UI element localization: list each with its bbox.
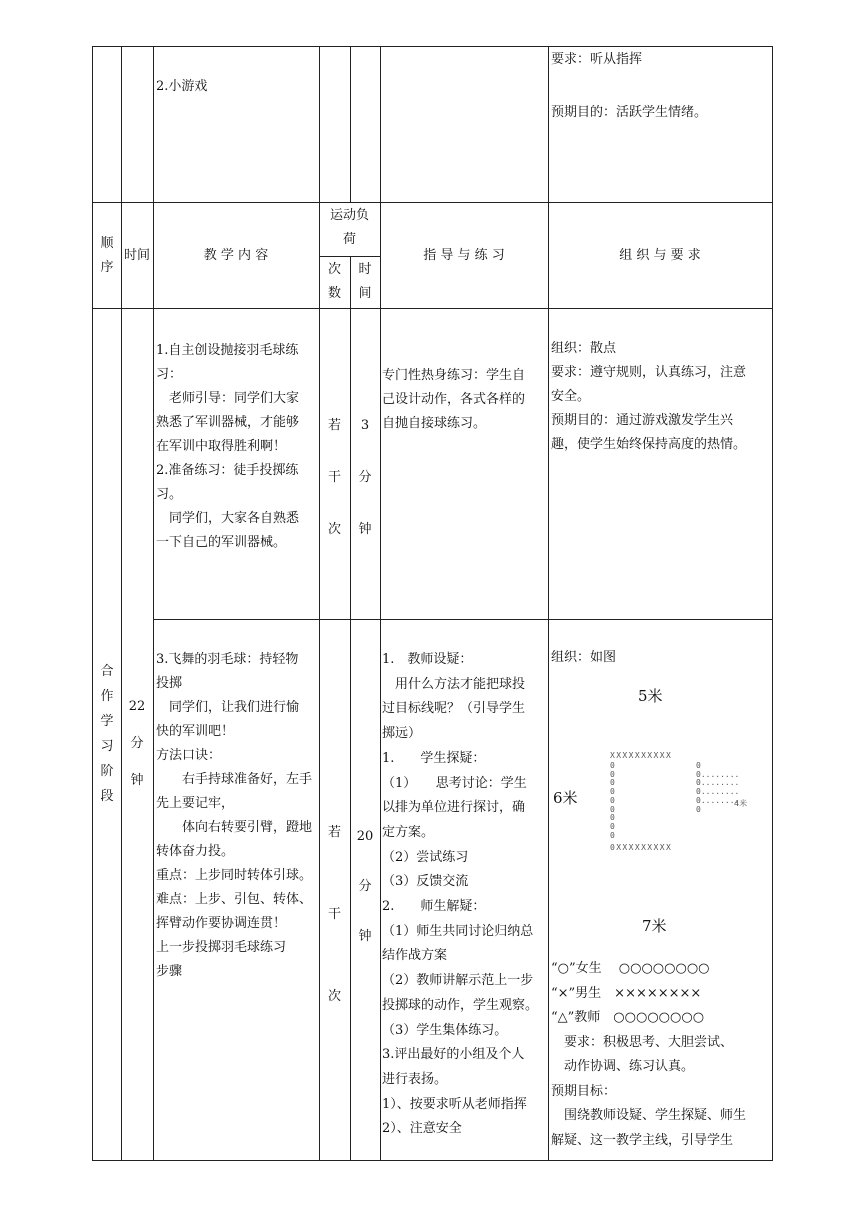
section2-guide: 1. 教师设疑： 用什么方法才能把球投 过目标线呢？（引导学生 掷远） 1. 学生探疑： （1） 思考讨论：学生 以排为单位进行探讨，确 定方案。 （2）尝试练习 （3）反馈交流 2. 师生解疑： （1）师生共同讨论归纳总 结作战方案 （2）教师讲解示范上一步 投掷球的动作，学生观察。 （3）学生集体练习。 3.评出最好的小组及个人 进行表扬。 1）、按要求听从老师指挥 2）、注意安全 <box>382 652 539 1137</box>
formation-diagram <box>606 752 756 856</box>
table-divider <box>380 46 381 1161</box>
diagram-left-column: 0 0 0 0 0 0 0 0 0 <box>610 761 615 840</box>
label-4m: 4米 <box>734 799 748 808</box>
label-7m: 7米 <box>642 917 667 935</box>
table-border-left <box>92 46 93 1161</box>
header-load: 运动负 荷 <box>329 208 369 247</box>
table-divider <box>92 202 773 203</box>
table-divider <box>121 46 122 1161</box>
top-content: 2.小游戏 <box>156 79 208 94</box>
section2-duration: 20 分 钟 <box>356 829 374 944</box>
label-5m: 5米 <box>638 687 663 705</box>
phase-time: 22 分 钟 <box>128 699 146 788</box>
header-order: 顺 序 <box>100 236 114 275</box>
section1-guide: 专门性热身练习：学生自 己设计动作，各式各样的 自抛自接球练习。 <box>382 368 526 431</box>
table-divider <box>153 46 154 1161</box>
table-divider <box>350 256 351 1161</box>
section2-org-title: 组织：如图 <box>551 650 617 665</box>
header-count: 次 数 <box>327 262 341 301</box>
header-guide: 指 导 与 练 习 <box>423 248 505 263</box>
header-duration: 时 间 <box>358 262 372 301</box>
header-org: 组 织 与 要 求 <box>619 248 701 263</box>
section1-org: 组织：散点 要求：遵守规则，认真练习，注意 安全。 预期目的：通过游戏激发学生兴 趣，使学生始终保持高度的热情。 <box>551 341 747 452</box>
section1-duration: 3 分 钟 <box>358 418 372 537</box>
diagram-bottom-row: 0XXXXXXXXX <box>610 843 673 852</box>
table-border-bottom <box>92 1160 773 1161</box>
top-requirement: 要求：听从指挥 <box>551 52 643 67</box>
label-6m: 6米 <box>553 789 578 807</box>
section2-count: 若 干 次 <box>327 825 341 1004</box>
section2-content: 3.飞舞的羽毛球：持轻物 投掷 同学们，让我们进行愉 快的军训吧！ 方法口诀： 右手持球准备好，左手 先上要记牢， 体向右转要引臂，蹬地 转体奋力投。 重点：上步同时转体引球。 难点：上步、引包、转体、 挥臂动作要协调连贯！ 上一步投掷羽毛球练习 步骤 <box>156 652 313 979</box>
phase-name: 合 作 学 习 阶 段 <box>100 664 114 804</box>
table-divider <box>350 46 351 203</box>
table-divider <box>153 619 773 620</box>
section2-org-legend: “○”女生 ○○○○○○○○ “×”男生 ×××××××× “△”教师 ○○○○○○○○ 要求：积极思考、大胆尝试、 动作协调、练习认真。 预期目标： 围绕教师设疑、学生探疑、师生 解疑、这一教学主线，引导学生 <box>551 961 747 1148</box>
table-border-top <box>92 46 773 47</box>
table-divider <box>92 308 773 309</box>
diagram-right-column: 0 0........ 0........ 0........ 0........ 0 <box>696 761 740 814</box>
top-goal: 预期目的：活跃学生情绪。 <box>551 105 708 120</box>
diagram-top-row: XXXXXXXXXX <box>610 751 673 760</box>
header-time: 时间 <box>123 248 150 263</box>
section1-content: 1.自主创设抛接羽毛球练 习： 老师引导：同学们大家 熟悉了军训器械，才能够 在军训中取得胜利啊！ 2.准备练习：徒手投掷练 习。 同学们，大家各自熟悉 一下自己的军训器械。 <box>156 343 300 550</box>
section1-count: 若 干 次 <box>327 418 341 537</box>
header-content: 教 学 内 容 <box>203 248 269 263</box>
